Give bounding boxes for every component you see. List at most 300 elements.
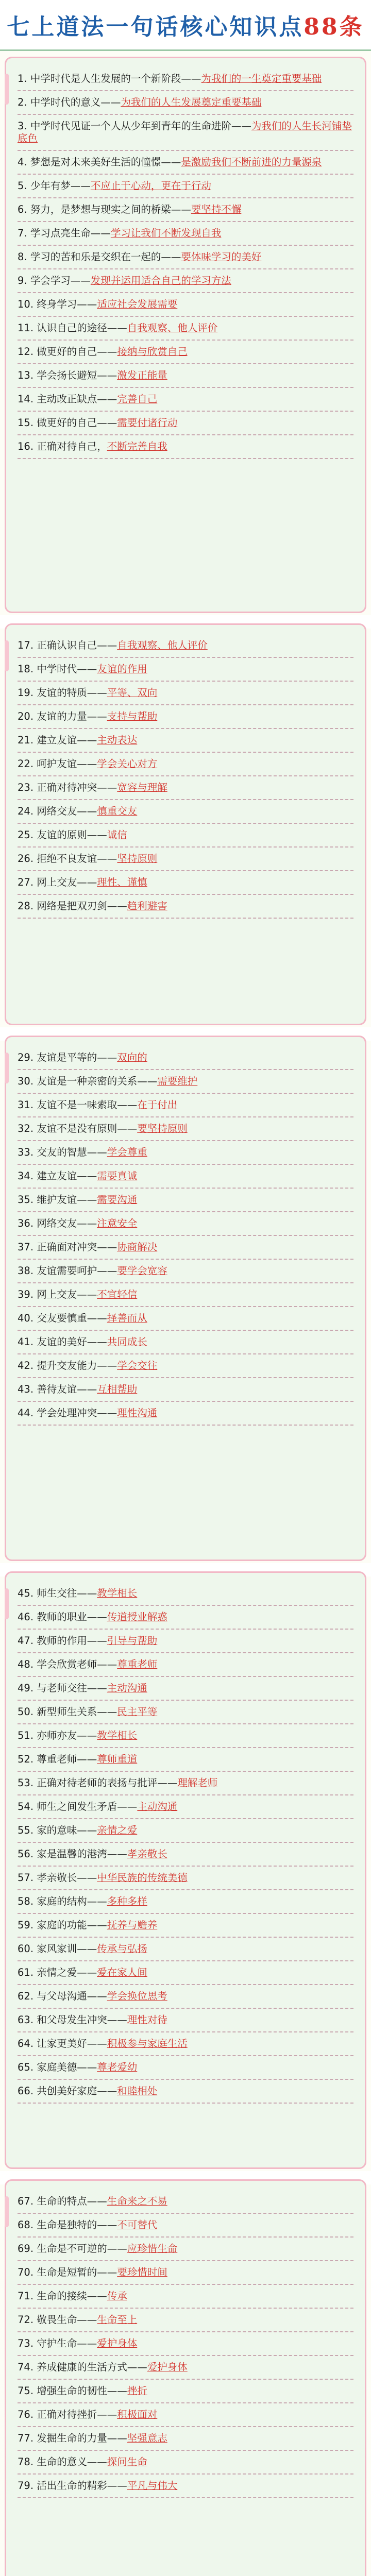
point-number: 15. xyxy=(18,417,37,429)
point-text: 中学时代—— xyxy=(37,663,97,675)
point-highlight: 引导与帮助 xyxy=(107,1635,158,1647)
point-highlight: 主动表达 xyxy=(97,734,138,746)
point-number: 69. xyxy=(18,2243,37,2255)
point-highlight: 主动沟通 xyxy=(107,1682,147,1694)
point-text: 友谊是平等的—— xyxy=(37,1052,117,1063)
point-highlight: 学会换位思考 xyxy=(107,1990,167,2002)
point-number: 33. xyxy=(18,1146,37,1158)
point-highlight: 学会交往 xyxy=(117,1360,158,1371)
point-highlight: 不宜轻信 xyxy=(97,1289,138,1300)
point-text: 正确对待自己， xyxy=(37,440,107,452)
point-text: 网络交友—— xyxy=(37,805,97,817)
point-highlight: 理性、谨慎 xyxy=(97,876,147,888)
point-highlight: 坚持原则 xyxy=(117,853,158,865)
point-highlight: 平等、双向 xyxy=(107,687,158,699)
point-text: 友谊不是没有原则—— xyxy=(37,1123,138,1134)
point-number: 7. xyxy=(18,227,30,239)
point-text: 交友要慎重—— xyxy=(37,1312,107,1324)
knowledge-point xyxy=(18,1582,353,1606)
point-text: 努力，是梦想与现实之间的桥梁—— xyxy=(30,204,191,215)
point-number: 70. xyxy=(18,2266,37,2278)
point-number: 48. xyxy=(18,1658,37,1670)
point-text: 生命的特点—— xyxy=(37,2195,107,2207)
point-text: 养成健康的生活方式—— xyxy=(37,2361,147,2373)
point-number: 8. xyxy=(18,251,30,263)
point-number: 52. xyxy=(18,1753,37,1765)
knowledge-point xyxy=(18,776,353,800)
point-highlight: 自我观察、他人评价 xyxy=(117,639,208,651)
knowledge-point xyxy=(18,634,353,658)
point-highlight: 传道授业解惑 xyxy=(107,1611,167,1623)
point-text: 做更好的自己—— xyxy=(37,417,117,429)
point-number: 62. xyxy=(18,1990,37,2002)
point-highlight: 发现并运用适合自己的学习方法 xyxy=(90,275,231,286)
knowledge-point xyxy=(18,1307,353,1331)
point-highlight: 要体味学习的美好 xyxy=(181,251,262,263)
point-highlight: 主动沟通 xyxy=(137,1801,178,1812)
knowledge-point xyxy=(18,2403,353,2427)
point-number: 22. xyxy=(18,758,37,770)
knowledge-point xyxy=(18,2190,353,2214)
knowledge-point xyxy=(18,2427,353,2451)
point-highlight: 孝亲敬长 xyxy=(127,1848,167,1860)
point-highlight: 接纳与欣赏自己 xyxy=(117,346,188,358)
point-number: 4. xyxy=(18,156,30,168)
point-number: 59. xyxy=(18,1919,37,1931)
point-text: 发掘生命的力量—— xyxy=(37,2432,127,2444)
knowledge-point xyxy=(18,2309,353,2332)
point-text: 善待友谊—— xyxy=(37,1383,97,1395)
point-text: 守护生命—— xyxy=(37,2337,97,2349)
point-number: 68. xyxy=(18,2219,37,2231)
point-highlight: 需要真诚 xyxy=(97,1170,138,1182)
point-number: 40. xyxy=(18,1312,37,1324)
point-number: 24. xyxy=(18,805,37,817)
knowledge-point xyxy=(18,1890,353,1914)
knowledge-point xyxy=(18,1630,353,1653)
panel-3 xyxy=(5,1036,366,1561)
knowledge-point xyxy=(18,246,353,269)
knowledge-point xyxy=(18,1117,353,1141)
point-number: 56. xyxy=(18,1848,37,1860)
point-text: 师生交往—— xyxy=(37,1587,97,1599)
point-text: 学习点亮生命—— xyxy=(30,227,111,239)
point-number: 71. xyxy=(18,2290,37,2302)
point-highlight: 在于付出 xyxy=(137,1099,178,1111)
knowledge-point xyxy=(18,2261,353,2285)
point-text: 家风家训—— xyxy=(37,1943,97,1955)
knowledge-point xyxy=(18,848,353,871)
point-number: 28. xyxy=(18,900,37,912)
point-number: 35. xyxy=(18,1194,37,1206)
knowledge-point xyxy=(18,1141,353,1165)
point-number: 6. xyxy=(18,204,30,215)
panel-4 xyxy=(5,1571,366,2169)
point-number: 49. xyxy=(18,1682,37,1694)
point-text: 拒绝不良友谊—— xyxy=(37,853,117,865)
knowledge-point xyxy=(18,151,353,175)
point-highlight: 教学相长 xyxy=(97,1730,138,1741)
point-text: 网络交友—— xyxy=(37,1217,97,1229)
point-number: 3. xyxy=(18,120,30,132)
point-number: 25. xyxy=(18,829,37,841)
knowledge-point xyxy=(18,1189,353,1212)
point-text: 教师的职业—— xyxy=(37,1611,107,1623)
knowledge-point xyxy=(18,729,353,753)
point-number: 55. xyxy=(18,1824,37,1836)
point-number: 64. xyxy=(18,2038,37,2049)
panel-5 xyxy=(5,2179,366,2576)
point-highlight: 共同成长 xyxy=(107,1336,147,1348)
point-text: 网络是把双刃剑—— xyxy=(37,900,127,912)
point-number: 18. xyxy=(18,663,37,675)
knowledge-point xyxy=(18,1867,353,1890)
point-highlight: 要坚持不懈 xyxy=(191,204,242,215)
point-text: 友谊的特质—— xyxy=(37,687,107,699)
knowledge-point xyxy=(18,2214,353,2238)
knowledge-point xyxy=(18,412,353,435)
point-highlight: 尊师重道 xyxy=(97,1753,138,1765)
knowledge-point xyxy=(18,2285,353,2309)
point-highlight: 学会尊重 xyxy=(107,1146,147,1158)
knowledge-point xyxy=(18,2080,353,2104)
point-number: 20. xyxy=(18,710,37,722)
point-text: 学会学习—— xyxy=(30,275,91,286)
point-text: 教师的作用—— xyxy=(37,1635,107,1647)
point-text: 共创美好家庭—— xyxy=(37,2085,117,2097)
point-number: 73. xyxy=(18,2337,37,2349)
knowledge-point xyxy=(18,2238,353,2261)
knowledge-point xyxy=(18,2356,353,2380)
point-text: 友谊的美好—— xyxy=(37,1336,107,1348)
point-highlight: 为我们的人生发展奠定重要基础 xyxy=(121,96,262,108)
point-highlight: 为我们的人生长河铺垫底色 xyxy=(18,120,352,144)
knowledge-point xyxy=(18,1283,353,1307)
point-number: 74. xyxy=(18,2361,37,2373)
knowledge-point xyxy=(18,1914,353,1938)
point-highlight: 要学会宽容 xyxy=(117,1265,167,1277)
point-text: 少年有梦—— xyxy=(30,180,91,192)
knowledge-point xyxy=(18,658,353,682)
point-highlight: 坚强意志 xyxy=(127,2432,167,2444)
point-number: 39. xyxy=(18,1289,37,1300)
point-text: 提升交友能力—— xyxy=(37,1360,117,1371)
point-highlight: 注意安全 xyxy=(97,1217,138,1229)
knowledge-point xyxy=(18,1819,353,1843)
point-number: 57. xyxy=(18,1872,37,1884)
knowledge-point xyxy=(18,800,353,824)
knowledge-point xyxy=(18,317,353,341)
point-highlight: 生命至上 xyxy=(97,2314,138,2326)
point-number: 67. xyxy=(18,2195,37,2207)
knowledge-point xyxy=(18,1748,353,1772)
knowledge-point xyxy=(18,753,353,776)
point-text: 亲情之爱—— xyxy=(37,1967,97,1978)
point-highlight: 不可替代 xyxy=(117,2219,158,2231)
point-highlight: 择善而从 xyxy=(107,1312,147,1324)
point-text: 友谊的原则—— xyxy=(37,829,107,841)
knowledge-point xyxy=(18,1165,353,1189)
point-highlight: 支持与帮助 xyxy=(107,710,158,722)
point-number: 43. xyxy=(18,1383,37,1395)
point-number: 2. xyxy=(18,96,30,108)
point-highlight: 是激励我们不断前进的力量源泉 xyxy=(181,156,322,168)
point-highlight: 积极面对 xyxy=(117,2409,158,2420)
point-text: 正确对待挫折—— xyxy=(37,2409,117,2420)
point-highlight: 平凡与伟大 xyxy=(127,2480,178,2492)
point-highlight: 生命来之不易 xyxy=(107,2195,167,2207)
knowledge-point xyxy=(18,1331,353,1354)
point-number: 58. xyxy=(18,1895,37,1907)
knowledge-point xyxy=(18,364,353,388)
point-text: 友谊是一种亲密的关系—— xyxy=(37,1075,158,1087)
point-text: 家庭的结构—— xyxy=(37,1895,107,1907)
point-highlight: 友谊的作用 xyxy=(97,663,147,675)
knowledge-point xyxy=(18,871,353,895)
knowledge-point xyxy=(18,2380,353,2403)
point-text: 正确认识自己—— xyxy=(37,639,117,651)
knowledge-point xyxy=(18,1378,353,1402)
knowledge-point xyxy=(18,67,353,91)
knowledge-point xyxy=(18,1606,353,1630)
point-number: 14. xyxy=(18,393,37,405)
knowledge-point xyxy=(18,1070,353,1094)
knowledge-point xyxy=(18,2451,353,2475)
point-text: 梦想是对未来美好生活的憧憬—— xyxy=(30,156,181,168)
point-text: 学会处理冲突—— xyxy=(37,1407,117,1419)
knowledge-point xyxy=(18,2009,353,2032)
point-highlight: 激发正能量 xyxy=(117,369,167,381)
point-number: 13. xyxy=(18,369,37,381)
point-text: 正确面对冲突—— xyxy=(37,1241,117,1253)
knowledge-point xyxy=(18,2032,353,2056)
point-number: 66. xyxy=(18,2085,37,2097)
point-highlight: 挫折 xyxy=(127,2385,147,2397)
knowledge-point xyxy=(18,293,353,317)
knowledge-point xyxy=(18,682,353,705)
point-highlight: 协商解决 xyxy=(117,1241,158,1253)
point-text: 家是温馨的港湾—— xyxy=(37,1848,127,1860)
knowledge-point xyxy=(18,1212,353,1236)
point-highlight: 互相帮助 xyxy=(97,1383,138,1395)
knowledge-point xyxy=(18,1795,353,1819)
point-text: 呵护友谊—— xyxy=(37,758,97,770)
point-text: 生命是短暂的—— xyxy=(37,2266,117,2278)
point-text: 生命是独特的—— xyxy=(37,2219,117,2231)
point-number: 26. xyxy=(18,853,37,865)
point-number: 23. xyxy=(18,782,37,793)
point-number: 72. xyxy=(18,2314,37,2326)
point-highlight: 需要付诸行动 xyxy=(117,417,178,429)
point-highlight: 慎重交友 xyxy=(97,805,138,817)
point-highlight: 抚养与赡养 xyxy=(107,1919,158,1931)
point-highlight: 要珍惜时间 xyxy=(117,2266,167,2278)
point-text: 学习的苦和乐是交织在一起的—— xyxy=(30,251,181,263)
point-number: 61. xyxy=(18,1967,37,1978)
point-number: 27. xyxy=(18,876,37,888)
point-highlight: 爱在家人间 xyxy=(97,1967,147,1978)
knowledge-point xyxy=(18,435,353,459)
title-main: 七上道法一句话核心知识点 xyxy=(7,14,304,40)
knowledge-point xyxy=(18,1354,353,1378)
knowledge-point xyxy=(18,1260,353,1283)
point-number: 47. xyxy=(18,1635,37,1647)
knowledge-point xyxy=(18,341,353,364)
point-number: 76. xyxy=(18,2409,37,2420)
knowledge-point xyxy=(18,1938,353,1961)
point-text: 敬畏生命—— xyxy=(37,2314,97,2326)
point-text: 家庭美德—— xyxy=(37,2061,97,2073)
knowledge-point xyxy=(18,1046,353,1070)
point-text: 中学时代是人生发展的一个新阶段—— xyxy=(30,73,201,84)
point-number: 30. xyxy=(18,1075,37,1087)
point-text: 正确对待老师的表扬与批评—— xyxy=(37,1777,178,1789)
point-highlight: 多种多样 xyxy=(107,1895,147,1907)
knowledge-point xyxy=(18,222,353,246)
point-text: 生命的意义—— xyxy=(37,2456,107,2468)
point-number: 37. xyxy=(18,1241,37,1253)
point-highlight: 适应社会发展需要 xyxy=(97,298,178,310)
point-highlight: 不断完善自我 xyxy=(107,440,167,452)
point-number: 75. xyxy=(18,2385,37,2397)
point-highlight: 传承与弘扬 xyxy=(97,1943,147,1955)
point-number: 31. xyxy=(18,1099,37,1111)
point-text: 尊重老师—— xyxy=(37,1753,97,1765)
point-number: 79. xyxy=(18,2480,37,2492)
point-number: 65. xyxy=(18,2061,37,2073)
point-number: 29. xyxy=(18,1052,37,1063)
point-number: 11. xyxy=(18,322,37,334)
point-number: 16. xyxy=(18,440,37,452)
point-number: 38. xyxy=(18,1265,37,1277)
knowledge-point xyxy=(18,1402,353,1426)
point-number: 51. xyxy=(18,1730,37,1741)
point-text: 家庭的功能—— xyxy=(37,1919,107,1931)
knowledge-point xyxy=(18,1701,353,1724)
point-highlight: 亲情之爱 xyxy=(97,1824,138,1836)
point-text: 友谊的力量—— xyxy=(37,710,107,722)
point-number: 78. xyxy=(18,2456,37,2468)
point-highlight: 要坚持原则 xyxy=(137,1123,188,1134)
point-highlight: 完善自己 xyxy=(117,393,158,405)
point-number: 9. xyxy=(18,275,30,286)
point-text: 维护友谊—— xyxy=(37,1194,97,1206)
point-text: 与父母沟通—— xyxy=(37,1990,107,2002)
point-number: 36. xyxy=(18,1217,37,1229)
point-text: 生命是不可逆的—— xyxy=(37,2243,127,2255)
point-text: 中学时代见证一个人从少年到青年的生命进阶—— xyxy=(30,120,251,132)
point-text: 建立友谊—— xyxy=(37,734,97,746)
point-number: 1. xyxy=(18,73,30,84)
point-number: 77. xyxy=(18,2432,37,2444)
point-text: 生命的接续—— xyxy=(37,2290,107,2302)
panel-2 xyxy=(5,623,366,1025)
point-highlight: 尊老爱幼 xyxy=(97,2061,138,2073)
knowledge-point xyxy=(18,2056,353,2080)
point-highlight: 学习让我们不断发现自我 xyxy=(110,227,222,239)
page-title xyxy=(0,0,371,51)
point-text: 认识自己的途径—— xyxy=(37,322,127,334)
point-text: 友谊需要呵护—— xyxy=(37,1265,117,1277)
point-number: 41. xyxy=(18,1336,37,1348)
point-highlight: 需要沟通 xyxy=(97,1194,138,1206)
knowledge-point xyxy=(18,1236,353,1260)
point-number: 5. xyxy=(18,180,30,192)
point-highlight: 学会关心对方 xyxy=(97,758,158,770)
knowledge-point xyxy=(18,1677,353,1701)
point-highlight: 趋利避害 xyxy=(127,900,167,912)
point-text: 和父母发生冲突—— xyxy=(37,2014,127,2026)
knowledge-point xyxy=(18,198,353,222)
point-number: 42. xyxy=(18,1360,37,1371)
knowledge-point xyxy=(18,1653,353,1677)
point-text: 增强生命的韧性—— xyxy=(37,2385,127,2397)
knowledge-point xyxy=(18,2332,353,2356)
knowledge-point xyxy=(18,91,353,115)
knowledge-point xyxy=(18,388,353,412)
point-number: 54. xyxy=(18,1801,37,1812)
knowledge-point xyxy=(18,1724,353,1748)
point-text: 交友的智慧—— xyxy=(37,1146,107,1158)
point-text: 家的意味—— xyxy=(37,1824,97,1836)
point-highlight: 为我们的一生奠定重要基础 xyxy=(201,73,322,84)
point-number: 46. xyxy=(18,1611,37,1623)
point-highlight: 尊重老师 xyxy=(117,1658,158,1670)
point-text: 孝亲敬长—— xyxy=(37,1872,97,1884)
point-number: 44. xyxy=(18,1407,37,1419)
knowledge-point xyxy=(18,1094,353,1117)
point-number: 53. xyxy=(18,1777,37,1789)
point-text: 与老师交往—— xyxy=(37,1682,107,1694)
point-text: 做更好的自己—— xyxy=(37,346,117,358)
point-number: 12. xyxy=(18,346,37,358)
knowledge-point xyxy=(18,1843,353,1867)
point-highlight: 理性沟通 xyxy=(117,1407,158,1419)
knowledge-point xyxy=(18,705,353,729)
point-highlight: 民主平等 xyxy=(117,1706,158,1718)
point-text: 正确对待冲突—— xyxy=(37,782,117,793)
point-text: 中学时代的意义—— xyxy=(30,96,121,108)
point-highlight: 爱护身体 xyxy=(97,2337,138,2349)
panel-1 xyxy=(5,57,366,613)
point-number: 34. xyxy=(18,1170,37,1182)
knowledge-point xyxy=(18,269,353,293)
point-highlight: 中华民族的传统美德 xyxy=(97,1872,188,1884)
knowledge-point xyxy=(18,895,353,919)
point-text: 主动改正缺点—— xyxy=(37,393,117,405)
point-text: 友谊不是一味索取—— xyxy=(37,1099,138,1111)
point-text: 终身学习—— xyxy=(37,298,97,310)
point-highlight: 教学相长 xyxy=(97,1587,138,1599)
point-number: 45. xyxy=(18,1587,37,1599)
point-number: 50. xyxy=(18,1706,37,1718)
point-highlight: 理解老师 xyxy=(177,1777,218,1789)
point-highlight: 探问生命 xyxy=(107,2456,147,2468)
point-number: 21. xyxy=(18,734,37,746)
title-count: 88条 xyxy=(303,14,364,40)
knowledge-point xyxy=(18,1961,353,1985)
point-highlight: 需要维护 xyxy=(157,1075,198,1087)
knowledge-point xyxy=(18,115,353,151)
knowledge-point xyxy=(18,1772,353,1795)
point-text: 活出生命的精彩—— xyxy=(37,2480,127,2492)
point-highlight: 理性对待 xyxy=(127,2014,167,2026)
point-highlight: 自我观察、他人评价 xyxy=(127,322,218,334)
point-text: 学会欣赏老师—— xyxy=(37,1658,117,1670)
point-highlight: 传承 xyxy=(107,2290,127,2302)
point-highlight: 和睦相处 xyxy=(117,2085,158,2097)
point-number: 19. xyxy=(18,687,37,699)
